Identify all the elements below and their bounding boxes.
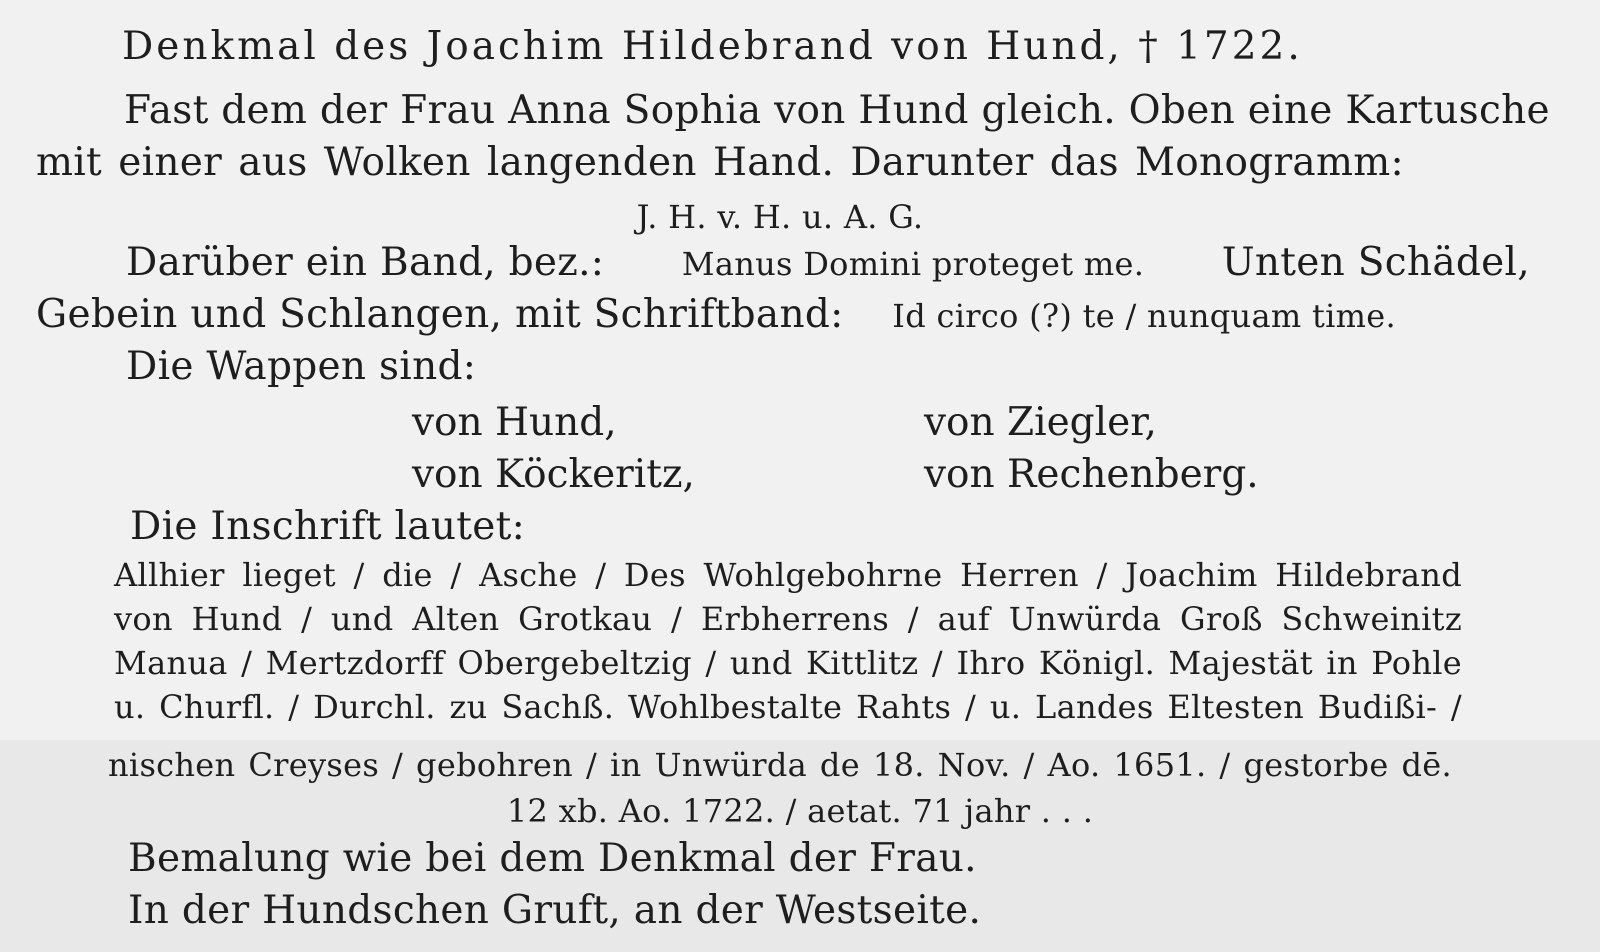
inscription-line: nischen Creyses / gebohren / in Unwürda de 18. Nov. / Ao. 1651. / gestorbe dē.	[108, 746, 1452, 784]
wappen-heading: Die Wappen sind:	[126, 344, 477, 389]
wappen-cell: von Rechenberg.	[924, 452, 1259, 497]
intro-line-2: mit einer aus Wolken langenden Hand. Darunter das Monogramm:	[36, 140, 1404, 185]
band-line-1-suffix: Unten Schädel,	[1221, 240, 1530, 285]
inscription-line: u. Churfl. / Durchl. zu Sachß. Wohlbestalte Rahts / u. Landes Eltesten Budißi- /	[114, 688, 1462, 726]
intro-line-1: Fast dem der Frau Anna Sophia von Hund gleich. Oben eine Kartusche	[124, 88, 1550, 133]
wappen-cell: von Köckeritz,	[412, 452, 695, 497]
band-line-1-prefix: Darüber ein Band, bez.:	[126, 240, 605, 285]
closing-line-2: In der Hundschen Gruft, an der Westseite.	[128, 888, 982, 933]
band-line-2	[36, 292, 1396, 337]
wappen-cell: von Hund,	[412, 400, 617, 445]
wappen-cell: von Ziegler,	[924, 400, 1157, 445]
band-line-1	[126, 240, 1530, 285]
inscription-line: Allhier lieget / die / Asche / Des Wohlgebohrne Herren / Joachim Hildebrand	[114, 556, 1462, 594]
band-line-2-motto: Id circo (?) te / nunquam time.	[892, 297, 1396, 335]
band-motto: Manus Domini proteget me.	[681, 245, 1145, 283]
closing-line-1: Bemalung wie bei dem Denkmal der Frau.	[128, 836, 977, 881]
monogram: J. H. v. H. u. A. G.	[636, 198, 924, 236]
inscription-line: 12 xb. Ao. 1722. / aetat. 71 jahr . . .	[506, 792, 1094, 830]
page-title: Denkmal des Joachim Hildebrand von Hund, † 1722.	[122, 24, 1303, 69]
inscription-heading: Die Inschrift lautet:	[130, 504, 526, 549]
inscription-line: von Hund / und Alten Grotkau / Erbherrens / auf Unwürda Groß Schweinitz	[114, 600, 1462, 638]
band-line-2-prefix: Gebein und Schlangen, mit Schriftband:	[36, 292, 844, 337]
inscription-line: Manua / Mertzdorff Obergebeltzig / und Kittlitz / Ihro Königl. Majestät in Pohle	[114, 644, 1462, 682]
